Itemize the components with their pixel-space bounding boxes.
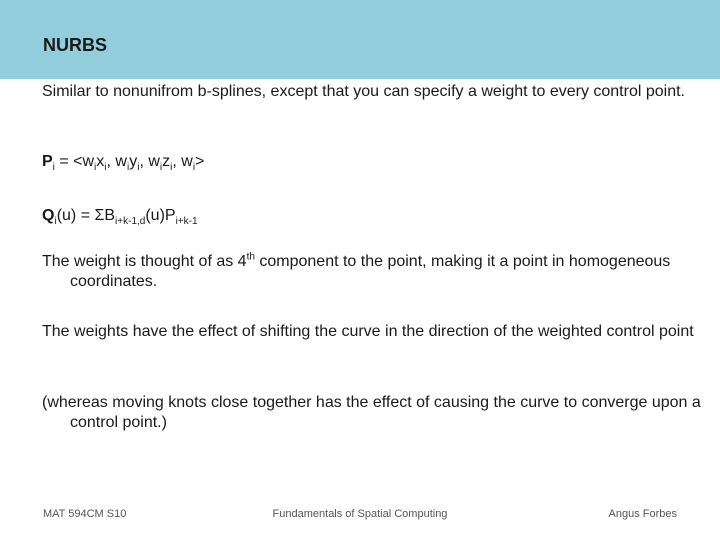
formula-p-eq: = <w xyxy=(54,153,95,170)
footer-author: Angus Forbes xyxy=(608,508,677,520)
formula-p-symbol: P xyxy=(42,153,53,170)
formula-p-sub-z: i xyxy=(170,162,173,174)
formula-q-symbol: Q xyxy=(42,207,55,224)
formula-q-mid: (u)P xyxy=(145,207,176,224)
formula-q-sub-i: i xyxy=(54,216,57,228)
paragraph-weight-4th xyxy=(42,252,710,292)
formula-p-close: > xyxy=(195,153,205,170)
paragraph-knots: (whereas moving knots close together has the effect of causing the curve to converge upon a control point.) xyxy=(42,394,701,431)
weight-4th-pre: The weight is thought of as 4 xyxy=(42,253,247,270)
formula-p-sub-w2: i xyxy=(126,162,130,174)
slide-title: NURBS xyxy=(43,35,108,55)
formula-q-sub-b: i+k-1,d xyxy=(115,216,146,228)
weight-4th-sup: th xyxy=(246,251,255,263)
paragraph-intro: Similar to nonunifrom b-splines, except that you can specify a weight to every control point. xyxy=(42,83,685,100)
formula-p xyxy=(42,152,710,172)
footer-course: MAT 594CM S10 xyxy=(43,508,127,520)
formula-p-comma1: , w xyxy=(106,153,127,170)
formula-q-lhs: (u) = ΣB xyxy=(56,207,116,224)
title-bar xyxy=(0,0,720,79)
formula-p-y: y xyxy=(129,153,138,170)
formula-p-sub-x: i xyxy=(104,162,107,174)
formula-p-comma3: , w xyxy=(172,153,193,170)
footer-title: Fundamentals of Spatial Computing xyxy=(272,508,448,520)
formula-q xyxy=(42,206,710,226)
formula-p-sub-w1: i xyxy=(94,162,97,174)
formula-p-sub-i: i xyxy=(52,162,55,174)
formula-q-sub-p: i+k-1 xyxy=(175,216,198,228)
formula-p-x: x xyxy=(96,153,105,170)
formula-p-sub-y: i xyxy=(137,162,140,174)
paragraph-effect: The weights have the effect of shifting the curve in the direction of the weighted control point xyxy=(42,323,694,340)
formula-p-z: z xyxy=(162,153,171,170)
formula-p-sub-w3: i xyxy=(159,162,163,174)
formula-p-sub-w4: i xyxy=(192,162,196,174)
weight-4th-post: component to the point, making it a point in homogeneous coordinates. xyxy=(70,253,671,290)
formula-p-comma2: , w xyxy=(139,153,160,170)
